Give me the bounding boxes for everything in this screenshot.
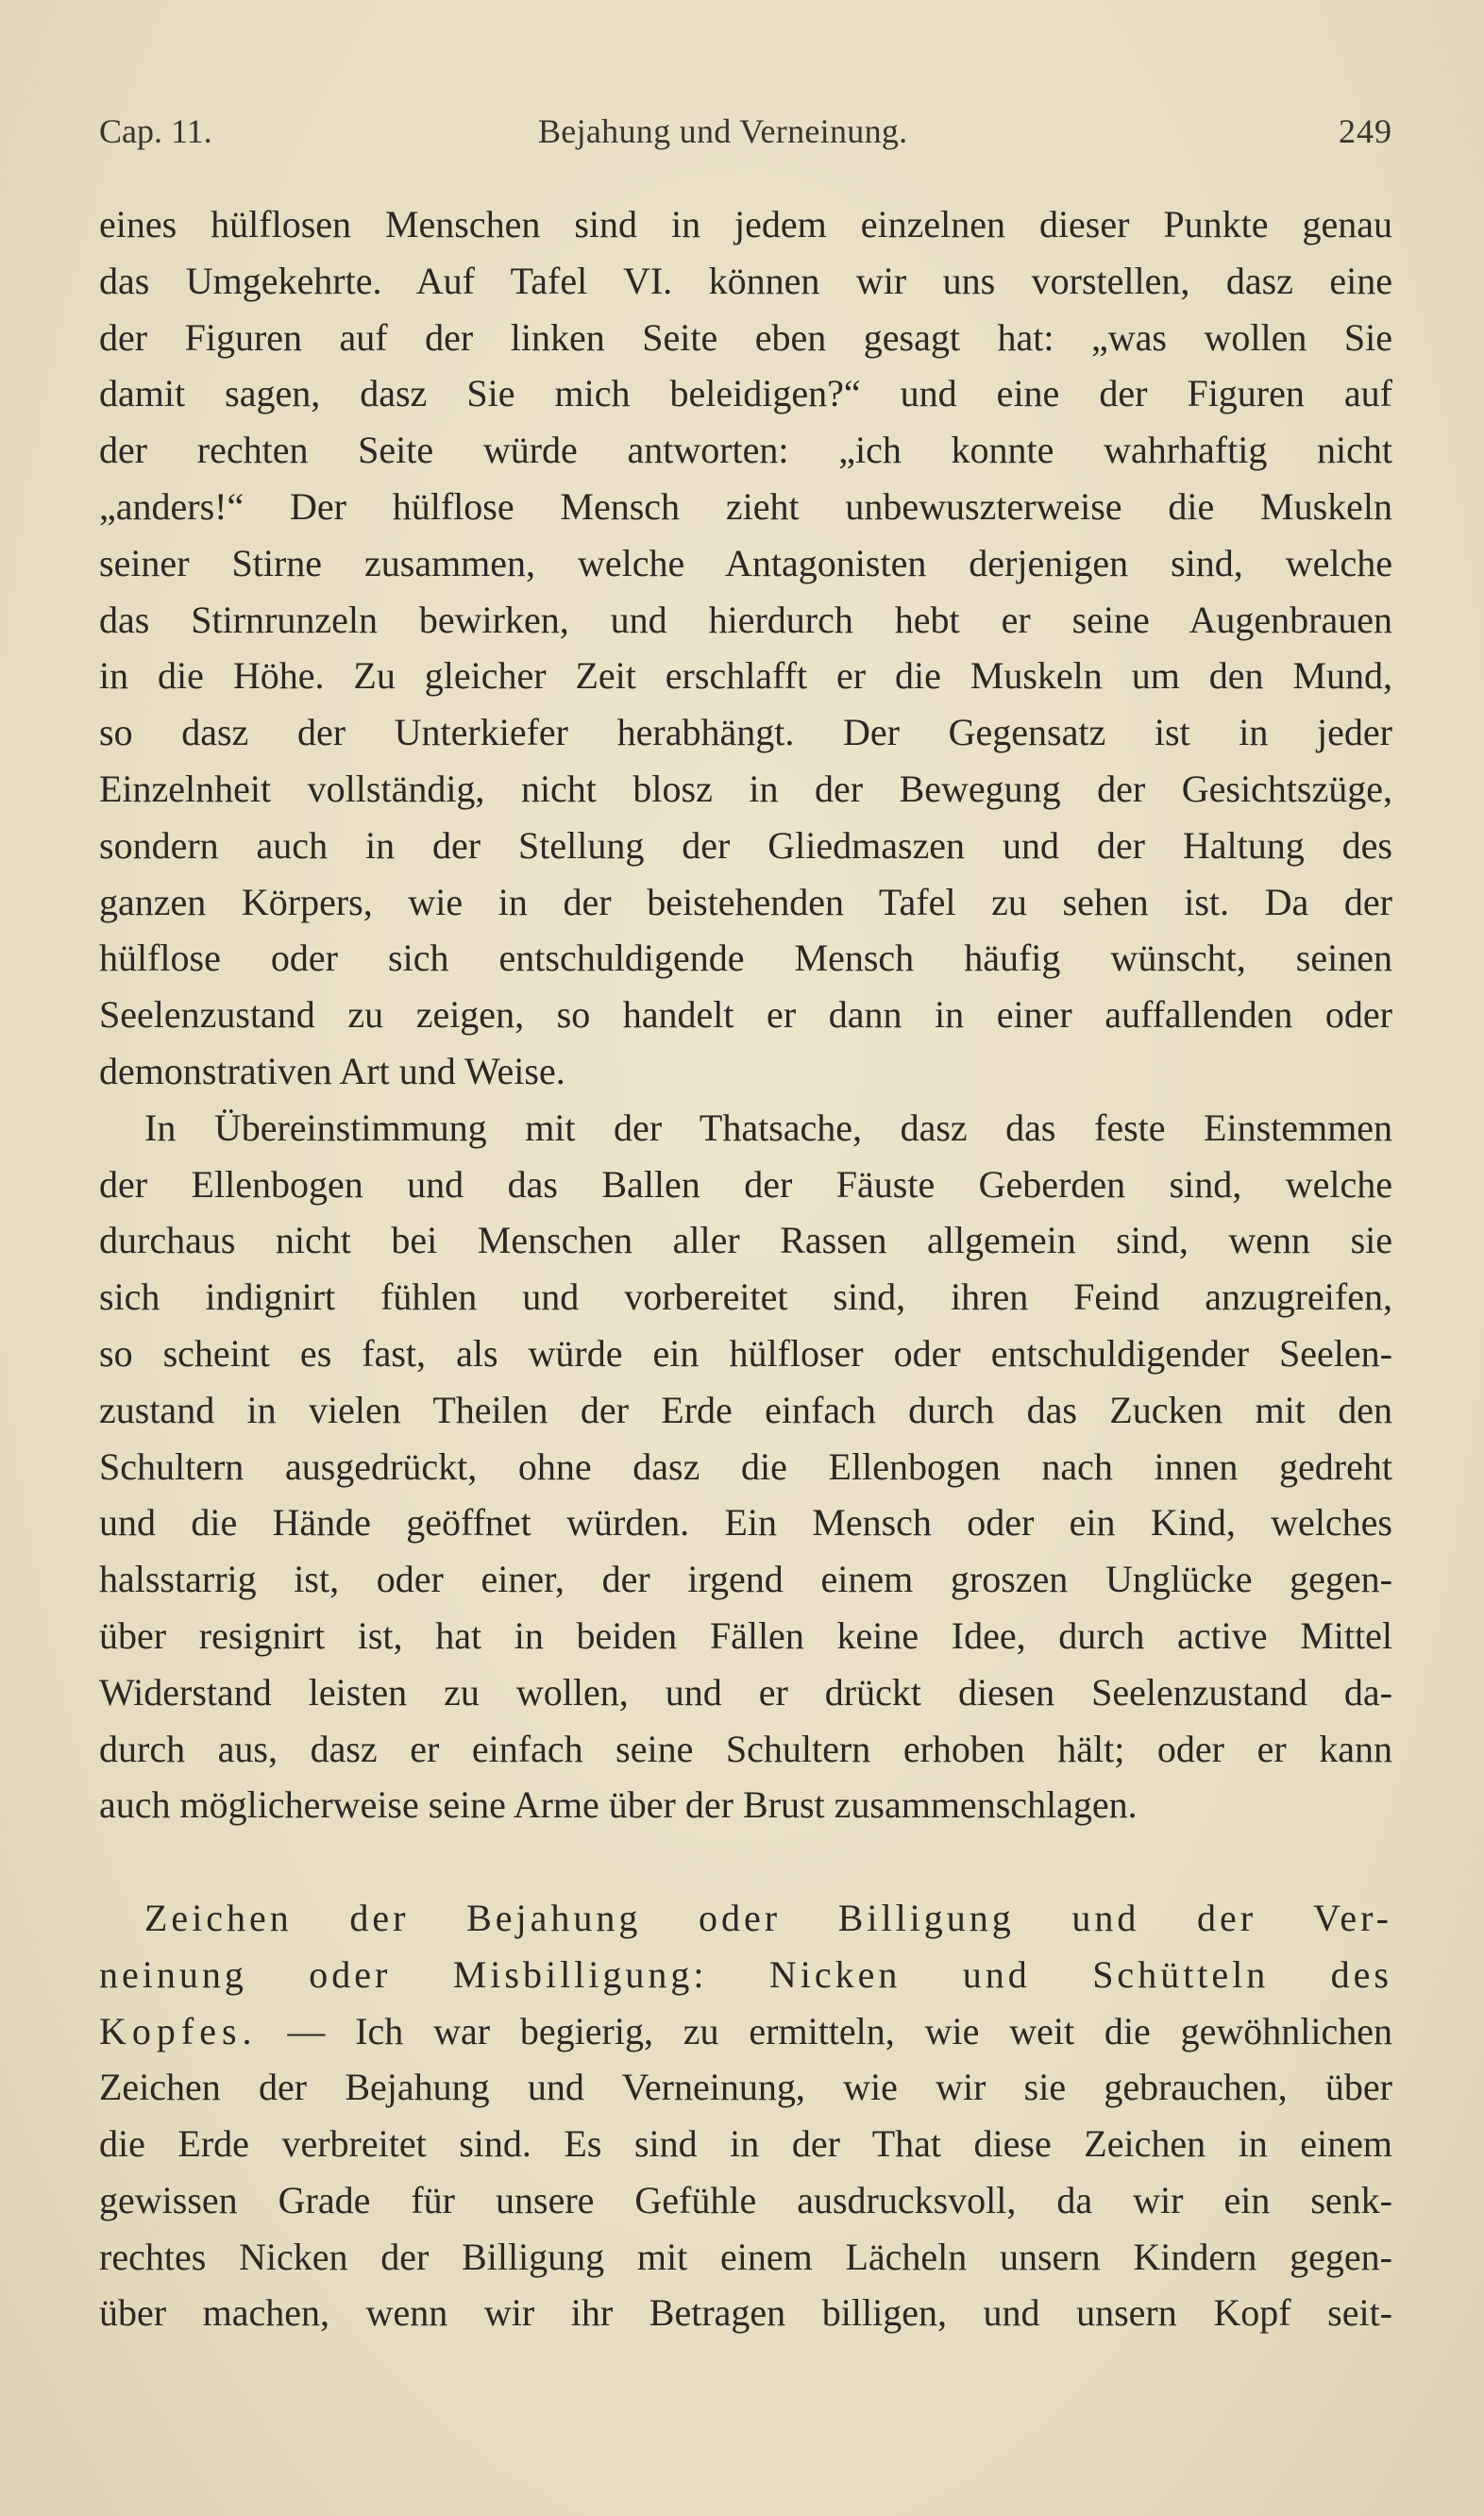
text-line: über resignirt ist, hat in beiden Fällen keine Idee, durch active Mittel <box>99 1613 1392 1657</box>
text-line: gewissen Grade für unsere Gefühle ausdrucksvoll, da wir ein senk- <box>99 2178 1392 2221</box>
text-line: so dasz der Unterkiefer herabhängt. Der Gegensatz ist in jeder <box>99 711 1392 754</box>
paragraph-2 <box>99 1100 1392 1833</box>
text-line: durchaus nicht bei Menschen aller Rassen allgemein sind, wenn sie <box>99 1219 1392 1262</box>
text-line: der Ellenbogen und das Ballen der Fäuste Geberden sind, welche <box>99 1162 1392 1206</box>
text-line: der rechten Seite würde antworten: „ich konnte wahrhaftig nicht <box>99 429 1392 472</box>
text-line: zustand in vielen Theilen der Erde einfach durch das Zucken mit den <box>99 1388 1392 1431</box>
page-number: 249 <box>1339 112 1392 150</box>
text-line: halsstarrig ist, oder einer, der irgend einem groszen Unglücke gegen- <box>99 1558 1392 1601</box>
text-line: das Stirnrunzeln bewirken, und hierdurch hebt er seine Augenbrauen <box>99 598 1392 641</box>
text-line: und die Hände geöffnet würden. Ein Mensch oder ein Kind, welches <box>99 1501 1392 1545</box>
text-line: hülflose oder sich entschuldigende Mensch häufig wünscht, seinen <box>99 937 1392 980</box>
text-line: Zeichen der Bejahung und Verneinung, wie wir sie gebrauchen, über <box>99 2066 1392 2109</box>
text-line: über machen, wenn wir ihr Betragen billigen, und unsern Kopf seit- <box>99 2291 1392 2335</box>
text-line: In Übereinstimmung mit der Thatsache, dasz das feste Einstemmen <box>144 1106 1392 1149</box>
chapter-label: Cap. 11. <box>99 112 212 150</box>
paragraph-1 <box>99 196 1392 1100</box>
text-line: die Erde verbreitet sind. Es sind in der That diese Zeichen in einem <box>99 2122 1392 2166</box>
text-line: seiner Stirne zusammen, welche Antagonisten derjenigen sind, welche <box>99 541 1392 584</box>
text-line <box>99 2003 1392 2060</box>
body-text <box>99 196 1392 2341</box>
text-line: sondern auch in der Stellung der Gliedmaszen und der Haltung des <box>99 823 1392 867</box>
text-line: Einzelnheit vollständig, nicht blosz in der Bewegung der Gesichtszüge, <box>99 767 1392 810</box>
text-line: rechtes Nicken der Billigung mit einem Lächeln unsern Kindern gegen- <box>99 2235 1392 2278</box>
text-line: Schultern ausgedrückt, ohne dasz die Ellenbogen nach innen gedreht <box>99 1444 1392 1488</box>
text-line: das Umgekehrte. Auf Tafel VI. können wir uns vorstellen, dasz eine <box>99 259 1392 302</box>
text-line: Widerstand leisten zu wollen, und er drückt diesen Seelenzustand da- <box>99 1670 1392 1714</box>
section-heading: Zeichen der Bejahung oder Billigung und der Ver- <box>144 1896 1392 1939</box>
text-line: so scheint es fast, als würde ein hülfloser oder entschuldigender Seelen- <box>99 1331 1392 1375</box>
section-bejahung <box>99 1890 1392 2341</box>
text-line: damit sagen, dasz Sie mich beleidigen?“ und eine der Figuren auf <box>99 372 1392 415</box>
running-title: Bejahung und Verneinung. <box>538 112 908 150</box>
text-fragment: — Ich war begierig, zu ermitteln, wie weit die gewöhnlichen <box>257 2009 1392 2052</box>
running-head <box>99 111 1392 159</box>
text-line: demonstrativen Art und Weise. <box>99 1049 565 1092</box>
text-line: in die Höhe. Zu gleicher Zeit erschlafft er die Muskeln um den Mund, <box>99 654 1392 698</box>
text-line: sich indignirt fühlen und vorbereitet sind, ihren Feind anzugreifen, <box>99 1275 1392 1319</box>
text-line: „anders!“ Der hülflose Mensch zieht unbewuszterweise die Muskeln <box>99 484 1392 528</box>
text-line: der Figuren auf der linken Seite eben gesagt hat: „was wollen Sie <box>99 315 1392 359</box>
text-line: auch möglicherweise seine Arme über der Brust zusammenschlagen. <box>99 1783 1138 1827</box>
text-line: Seelenzustand zu zeigen, so handelt er dann in einer auffallenden oder <box>99 993 1392 1037</box>
text-line: ganzen Körpers, wie in der beistehenden Tafel zu sehen ist. Da der <box>99 880 1392 923</box>
text-line: durch aus, dasz er einfach seine Schultern erhoben hält; oder er kann <box>99 1727 1392 1770</box>
section-heading: Kopfes. <box>99 2009 258 2052</box>
section-gap <box>99 1833 1392 1890</box>
text-line: eines hülflosen Menschen sind in jedem einzelnen dieser Punkte genau <box>99 203 1392 245</box>
section-heading: neinung oder Misbilligung: Nicken und Schütteln des <box>99 1952 1392 1996</box>
